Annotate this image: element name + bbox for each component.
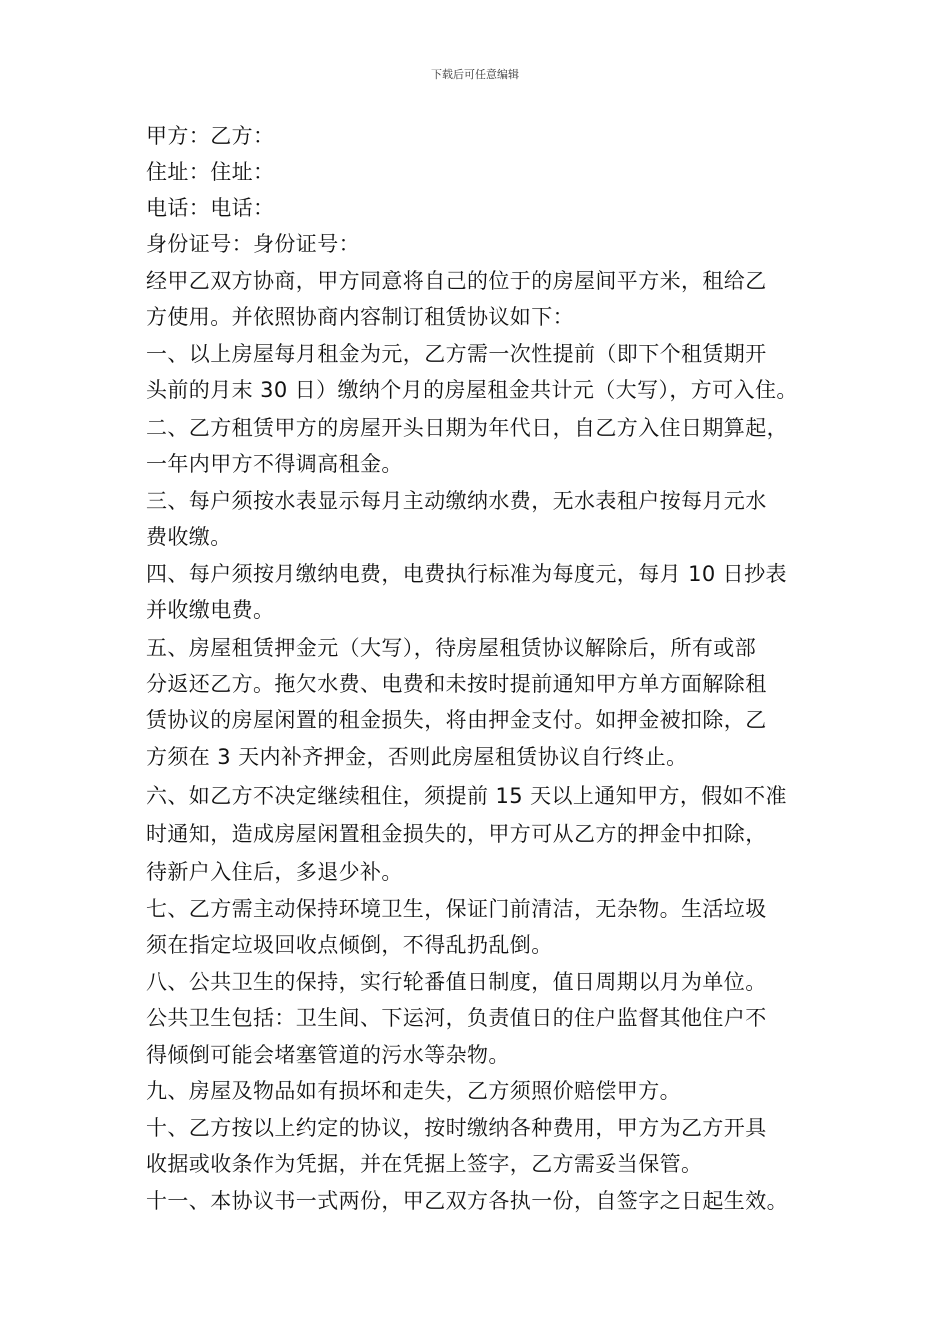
text-line: 三、每户须按水表显示每月主动缴纳水费，无水表租户按每月元水 bbox=[146, 489, 767, 513]
text-line: 九、房屋及物品如有损坏和走失，乙方须照价赔偿甲方。 bbox=[146, 1079, 681, 1103]
text-line: 收据或收条作为凭据，并在凭据上签字，乙方需妥当保管。 bbox=[146, 1152, 703, 1176]
text-line: 一年内甲方不得调高租金。 bbox=[146, 452, 403, 476]
text-line: 方使用。并依照协商内容制订租赁协议如下： bbox=[146, 305, 574, 329]
text-line: 七、乙方需主动保持环境卫生，保证门前清洁，无杂物。生活垃圾 bbox=[146, 897, 767, 921]
text-line: 头前的月末 30 日）缴纳个月的房屋租金共计元（大写），方可入住。 bbox=[146, 378, 798, 402]
text-line: 八、公共卫生的保持，实行轮番值日制度，值日周期以月为单位。 bbox=[146, 970, 767, 994]
phone-line: 电话：电话： bbox=[146, 196, 275, 220]
text-line: 公共卫生包括：卫生间、下运河，负责值日的住户监督其他住户不 bbox=[146, 1006, 767, 1030]
text-line: 须在指定垃圾回收点倾倒，不得乱扔乱倒。 bbox=[146, 933, 553, 957]
text-line: 得倾倒可能会堵塞管道的污水等杂物。 bbox=[146, 1043, 510, 1067]
id-number-line: 身份证号：身份证号： bbox=[146, 232, 360, 256]
address-line: 住址：住址： bbox=[146, 160, 275, 184]
text-line: 待新户入住后，多退少补。 bbox=[146, 860, 403, 884]
text-line: 六、如乙方不决定继续租住，须提前 15 天以上通知甲方，假如不准 bbox=[146, 784, 787, 808]
text-line: 费收缴。 bbox=[146, 525, 232, 549]
page-header-note: 下载后可任意编辑 bbox=[431, 68, 519, 81]
party-names-line: 甲方：乙方： bbox=[146, 124, 275, 148]
text-line: 五、房屋租赁押金元（大写），待房屋租赁协议解除后，所有或部 bbox=[146, 636, 757, 660]
text-line: 并收缴电费。 bbox=[146, 598, 275, 622]
text-line: 二、乙方租赁甲方的房屋开头日期为年代日，自乙方入住日期算起， bbox=[146, 416, 788, 440]
text-line: 分返还乙方。拖欠水费、电费和未按时提前通知甲方单方面解除租 bbox=[146, 672, 767, 696]
text-line: 一、以上房屋每月租金为元，乙方需一次性提前（即下个租赁期开 bbox=[146, 342, 767, 366]
text-line: 十一、本协议书一式两份，甲乙双方各执一份，自签字之日起生效。 bbox=[146, 1189, 788, 1213]
text-line: 赁协议的房屋闲置的租金损失，将由押金支付。如押金被扣除，乙 bbox=[146, 708, 767, 732]
text-line: 十、乙方按以上约定的协议，按时缴纳各种费用，甲方为乙方开具 bbox=[146, 1116, 767, 1140]
text-line: 时通知，造成房屋闲置租金损失的，甲方可从乙方的押金中扣除， bbox=[146, 822, 767, 846]
text-line: 四、每户须按月缴纳电费，电费执行标准为每度元，每月 10 日抄表 bbox=[146, 562, 787, 586]
text-line: 经甲乙双方协商，甲方同意将自己的位于的房屋间平方米，租给乙 bbox=[146, 269, 767, 293]
text-line: 方须在 3 天内补齐押金，否则此房屋租赁协议自行终止。 bbox=[146, 745, 688, 769]
